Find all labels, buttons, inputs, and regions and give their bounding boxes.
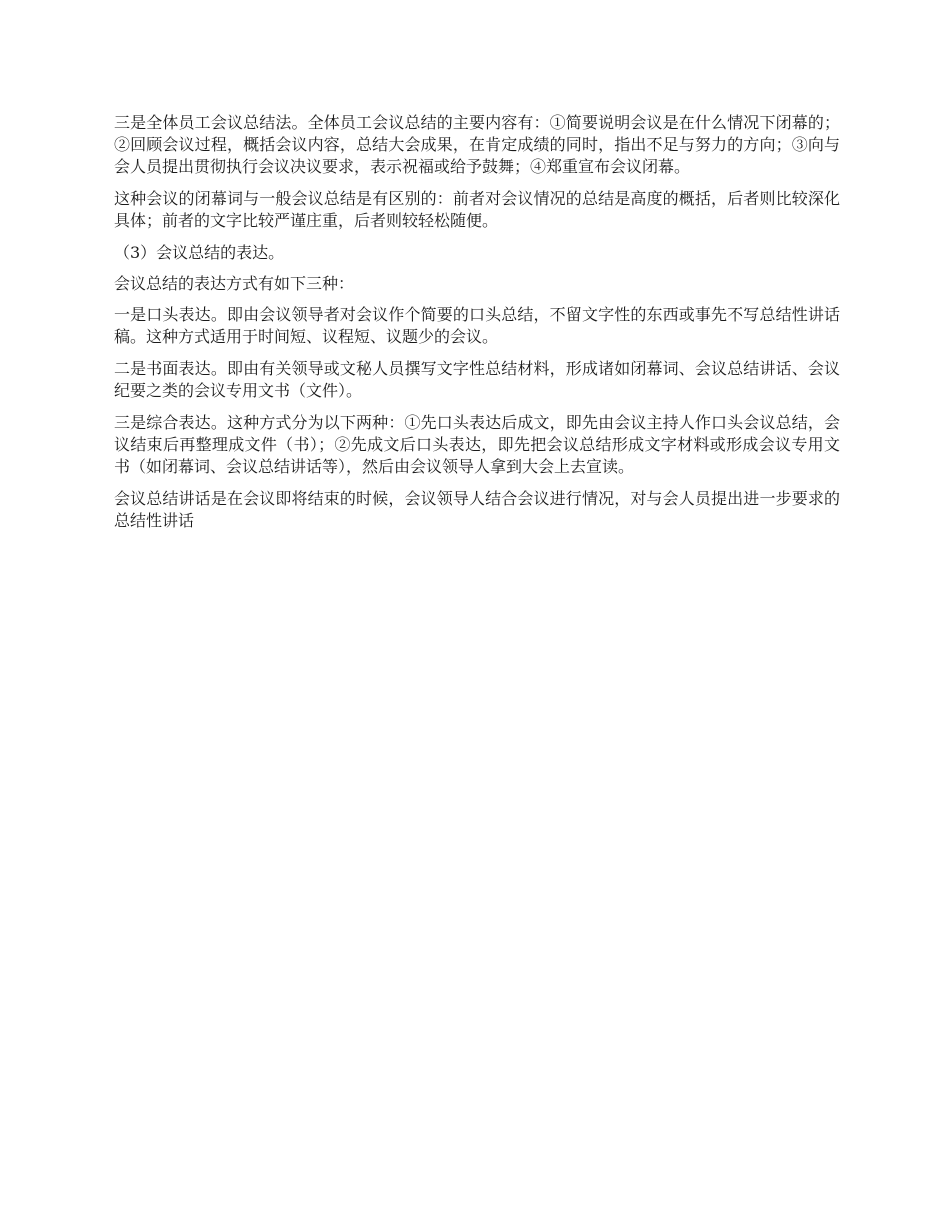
paragraph-summary-speech-definition: 会议总结讲话是在会议即将结束的时候，会议领导人结合会议进行情况，对与会人员提出进一步要求的总结性讲话 xyxy=(114,489,840,530)
paragraph-oral-expression: 一是口头表达。即由会议领导者对会议作个简要的口头总结，不留文字性的东西或事先不写总结性讲话稿。这种方式适用于时间短、议程短、议题少的会议。 xyxy=(114,305,840,346)
section-heading-expression: （3）会议总结的表达。 xyxy=(114,243,285,262)
document-page xyxy=(114,112,840,532)
paragraph-expression-intro: 会议总结的表达方式有如下三种： xyxy=(114,274,355,293)
paragraph-written-expression: 二是书面表达。即由有关领导或文秘人员撰写文字性总结材料，形成诸如闭幕词、会议总结讲话、会议纪要之类的会议专用文书（文件）。 xyxy=(114,359,840,400)
paragraph-combined-expression: 三是综合表达。这种方式分为以下两种：①先口头表达后成文，即先由会议主持人作口头会议总结，会议结束后再整理成文件（书）；②先成文后口头表达，即先把会议总结形成文字材料或形成会议专用文书（如闭幕词、会议总结讲话等），然后由会议领导人拿到大会上去宣读。 xyxy=(114,413,840,476)
paragraph-method-three: 三是全体员工会议总结法。全体员工会议总结的主要内容有：①简要说明会议是在什么情况下闭幕的；②回顾会议过程，概括会议内容，总结大会成果，在肯定成绩的同时，指出不足与努力的方向；③向与会人员提出贯彻执行会议决议要求，表示祝福或给予鼓舞；④郑重宣布会议闭幕。 xyxy=(114,113,840,176)
paragraph-closing-speech-difference: 这种会议的闭幕词与一般会议总结是有区别的：前者对会议情况的总结是高度的概括，后者则比较深化具体；前者的文字比较严谨庄重，后者则较轻松随便。 xyxy=(114,189,840,230)
